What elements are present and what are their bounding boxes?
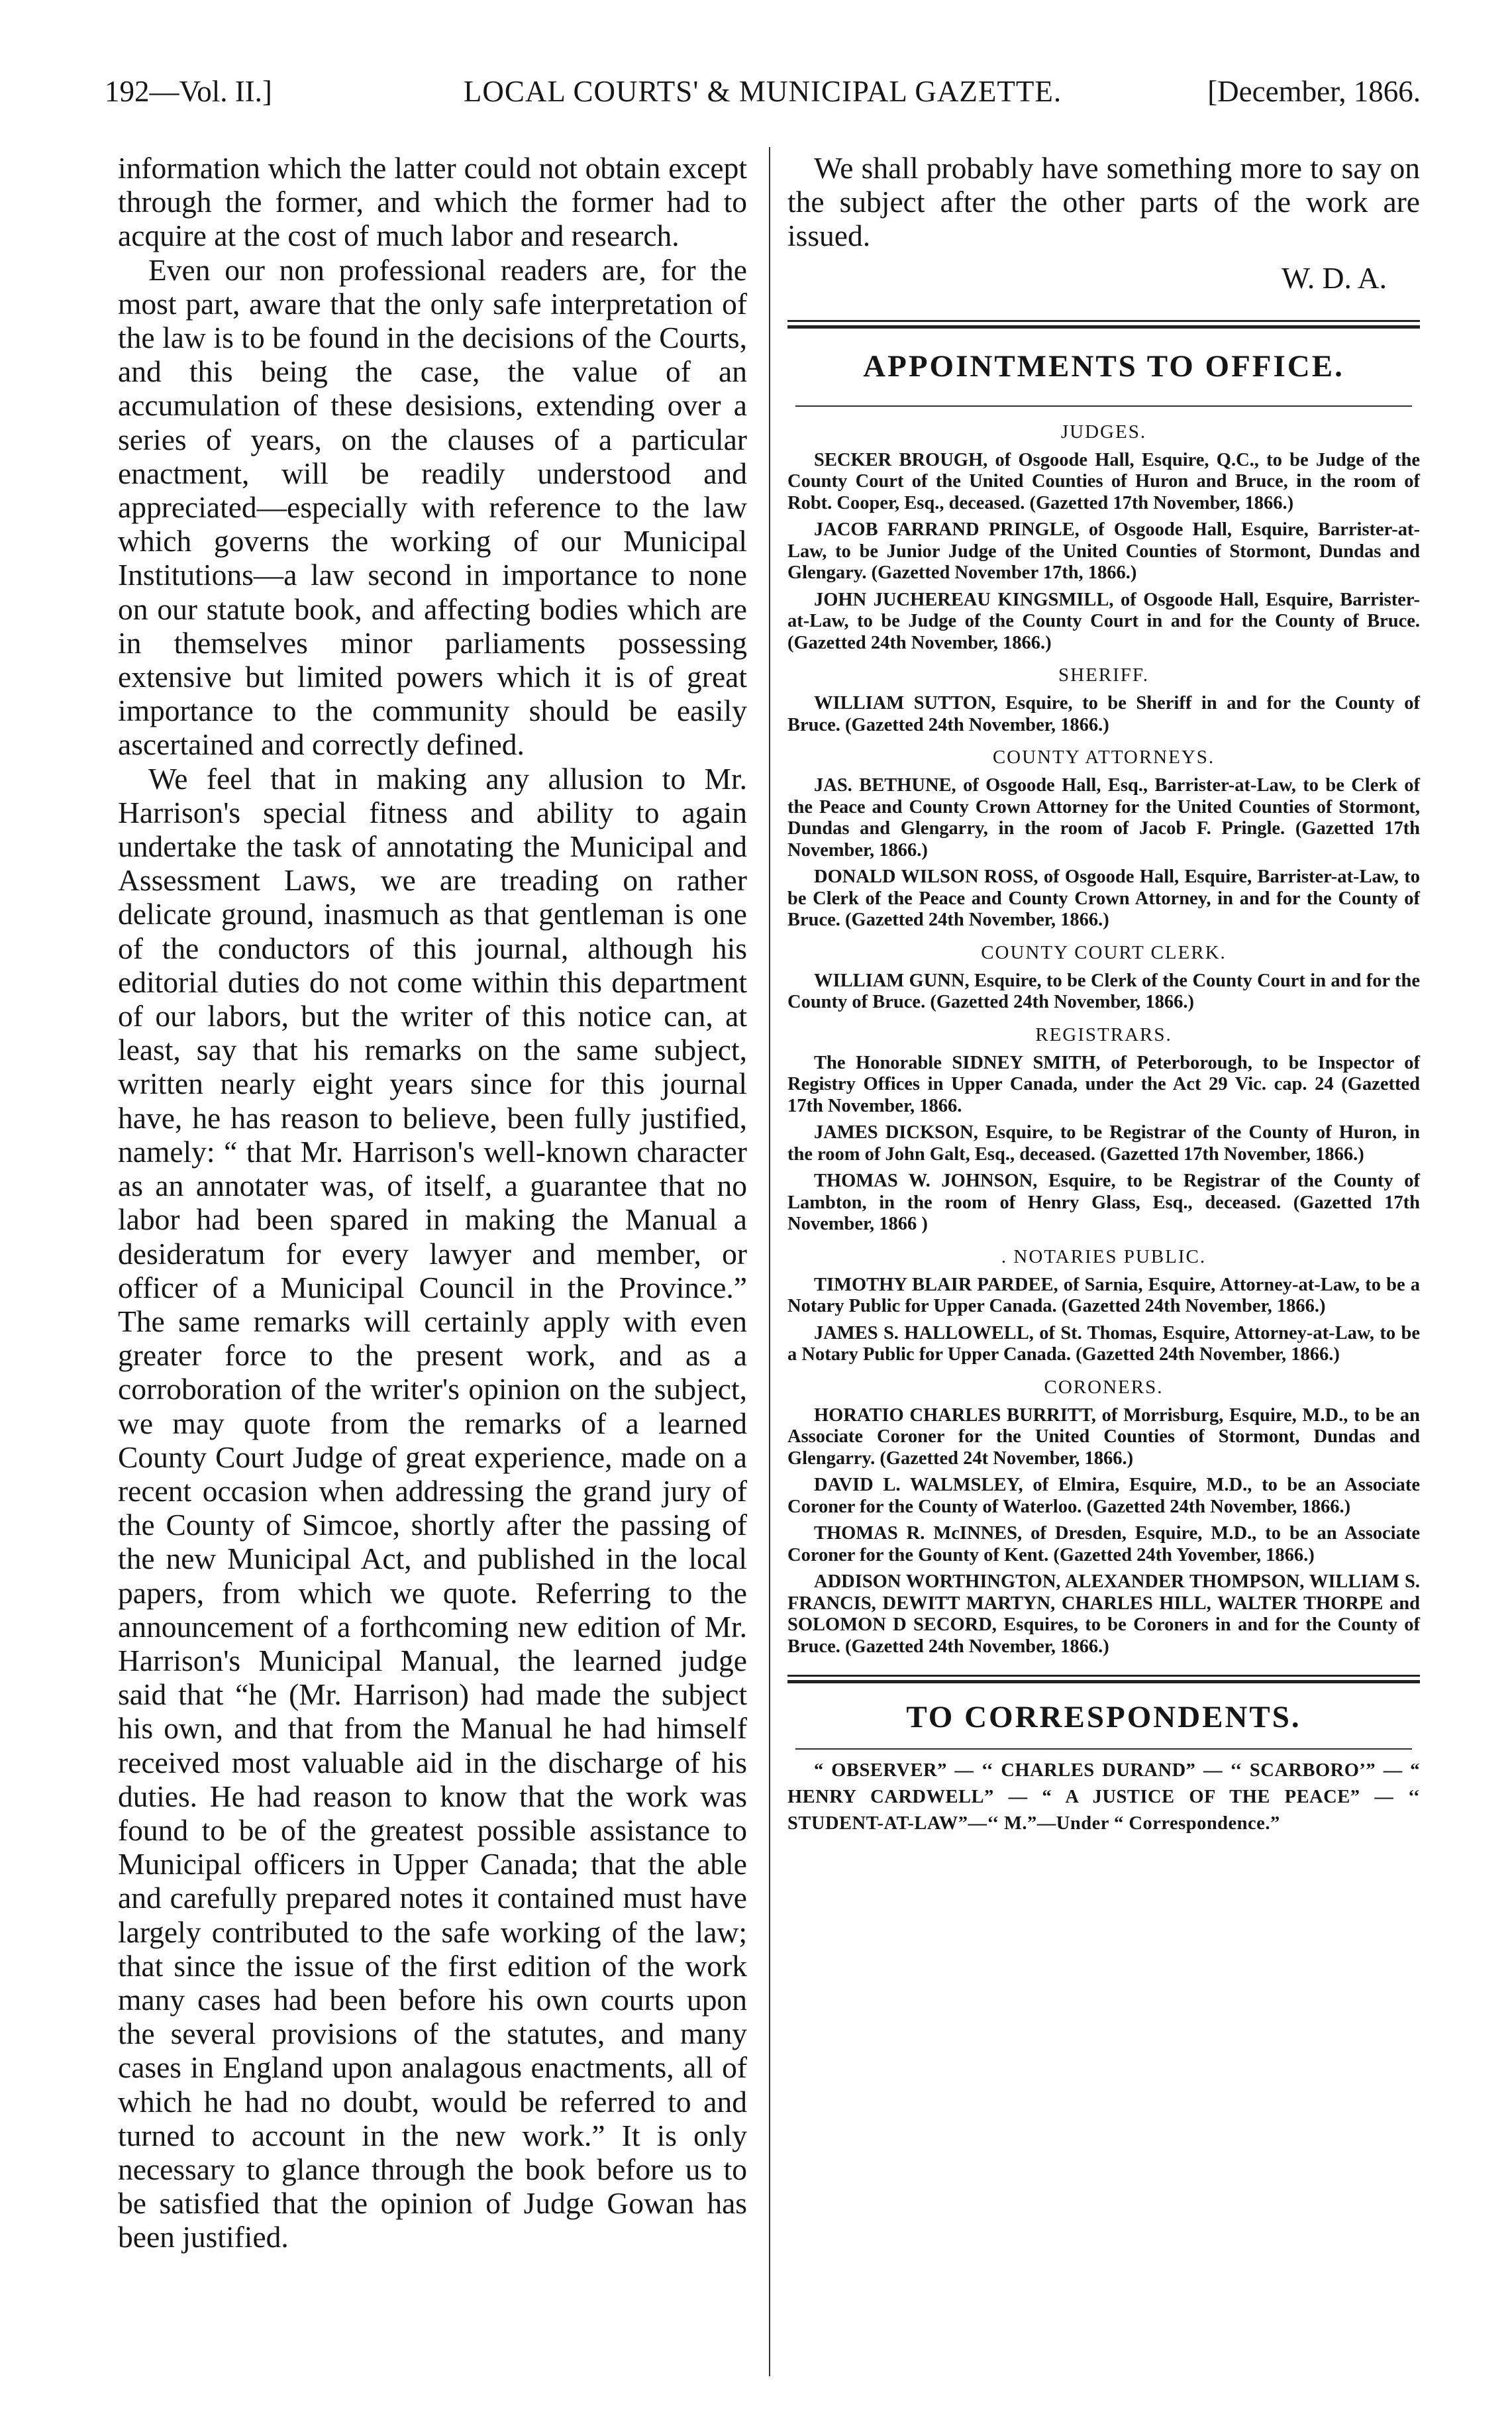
issue-date: [December, 1866.: [1207, 75, 1421, 108]
section-rule: [795, 405, 1412, 407]
appointments-section: [787, 421, 1420, 1658]
correspondents-notice: “ OBSERVER” — ‘‘ CHARLES DURAND” — ‘‘ SCARBORO’” — “ HENRY CARDWELL” — “ A JUSTICE OF THE PEACE” — ‘‘ STUDENT-AT-LAW”—‘‘ M.”—Under “ Correspondence.”: [787, 1760, 1420, 1834]
intro-paragraph: We shall probably have something more to say on the subject after the other parts of the work are issued.: [787, 151, 1420, 253]
double-rule: [787, 1675, 1420, 1683]
section-heading: COUNTY ATTORNEYS.: [992, 747, 1215, 768]
appointment-entry: JAS. BETHUNE, of Osgoode Hall, Esq., Barrister-at-Law, to be Clerk of the Peace and County Crown Attorney for the United Counties of Stormont, Dundas and Glengarry, in the room of Jacob F. Pringle. (Gazetted 17th November, 1866.): [787, 775, 1420, 861]
appointment-entry: JAMES DICKSON, Esquire, to be Registrar of the County of Huron, in the room of John Galt, Esq., deceased. (Gazetted 17th November, 1866.): [787, 1122, 1420, 1165]
appointment-entry: ADDISON WORTHINGTON, ALEXANDER THOMPSON, WILLIAM S. FRANCIS, DEWITT MARTYN, CHARLES HILL, WALTER THORPE and SOLOMON D SECORD, Esquires, to be Coroners in and for the County of Bruce. (Gazetted 24th November, 1866.): [787, 1571, 1420, 1657]
right-column: [787, 151, 1420, 1837]
section-heading: JUDGES.: [1060, 421, 1147, 443]
section-heading: CORONERS.: [1044, 1376, 1164, 1398]
appointments-heading: APPOINTMENTS TO OFFICE.: [863, 348, 1344, 384]
author-signature: W. D. A.: [1282, 260, 1387, 295]
section-rule: [795, 1748, 1412, 1750]
section-heading: REGISTRARS.: [1035, 1024, 1172, 1045]
appointment-entry: JACOB FARRAND PRINGLE, of Osgoode Hall, Esquire, Barrister-at-Law, to be Junior Judge of the United Counties of Stormont, Dundas and Glengary. (Gazetted November 17th, 1866.): [787, 519, 1420, 584]
appointment-entry: THOMAS R. McINNES, of Dresden, Esquire, M.D., to be an Associate Coroner for the Gounty of Kent. (Gazetted 24th Yovember, 1866.): [787, 1523, 1420, 1565]
page-volume: 192—Vol. II.]: [105, 75, 272, 108]
appointment-entry: JAMES S. HALLOWELL, of St. Thomas, Esquire, Attorney-at-Law, to be a Notary Public for Upper Canada. (Gazetted 24th November, 1866.): [787, 1322, 1420, 1365]
appointment-entry: The Honorable SIDNEY SMITH, of Peterborough, to be Inspector of Registry Offices in Upper Canada, under the Act 29 Vic. cap. 24 (Gazetted 17th November, 1866.: [787, 1052, 1420, 1116]
body-paragraph: information which the latter could not obtain except through the former, and which the former had to acquire at the cost of much labor and research.: [118, 151, 747, 253]
body-paragraph: Even our non professional readers are, for the most part, aware that the only safe interpretation of the law is to be found in the decisions of the Courts, and this being the case, the value of an accumulation of these desisions, extending over a series of years, on the clauses of a particular enactment, will be readily understood and appreciated—especially with reference to the law which governs the working of our Municipal Institutions—a law second in importance to none on our statute book, and affecting bodies which are in themselves minor parliaments possessing extensive but limited powers which it is of great importance to the community should be easily ascertained and correctly defined.: [118, 252, 747, 762]
correspondents-heading: TO CORRESPONDENTS.: [906, 1700, 1301, 1735]
appointment-entry: DONALD WILSON ROSS, of Osgoode Hall, Esquire, Barrister-at-Law, to be Clerk of the Peace and County Crown Attorney, in and for the County of Bruce. (Gazetted 24th November, 1866.): [787, 867, 1420, 931]
appointment-entry: HORATIO CHARLES BURRITT, of Morrisburg, Esquire, M.D., to be an Associate Coroner for the United Counties of Stormont, Dundas and Glengarry. (Gazetted 24t November, 1866.): [787, 1404, 1420, 1469]
left-column: [118, 151, 747, 2254]
appointment-entry: TIMOTHY BLAIR PARDEE, of Sarnia, Esquire, Attorney-at-Law, to be a Notary Public for Upper Canada. (Gazetted 24th November, 1866.): [787, 1274, 1420, 1317]
appointment-entry: THOMAS W. JOHNSON, Esquire, to be Registrar of the County of Lambton, in the room of Henry Glass, Esq., deceased. (Gazetted 17th November, 1866 ): [787, 1171, 1420, 1235]
appointment-entry: WILLIAM SUTTON, Esquire, to be Sheriff in and for the County of Bruce. (Gazetted 24th November, 1866.): [787, 693, 1420, 735]
appointment-entry: SECKER BROUGH, of Osgoode Hall, Esquire, Q.C., to be Judge of the County Court of the United Counties of Huron and Bruce, in the room of Robt. Cooper, Esq., deceased. (Gazetted 17th November, 1866.): [787, 449, 1420, 513]
section-heading: . NOTARIES PUBLIC.: [1001, 1245, 1207, 1267]
appointment-entry: WILLIAM GUNN, Esquire, to be Clerk of the County Court in and for the County of Bruce. (Gazetted 24th November, 1866.): [787, 970, 1420, 1013]
column-divider: [769, 147, 770, 2376]
double-rule: [787, 320, 1420, 329]
appointment-entry: DAVID L. WALMSLEY, of Elmira, Esquire, M.D., to be an Associate Coroner for the County of Waterloo. (Gazetted 24th November, 1866.): [787, 1475, 1420, 1517]
section-heading: COUNTY COURT CLERK.: [981, 941, 1227, 963]
section-heading: SHERIFF.: [1058, 664, 1149, 686]
appointment-entry: JOHN JUCHEREAU KINGSMILL, of Osgoode Hall, Esquire, Barrister-at-Law, to be Judge of the County Court in and for the County of Bruce. (Gazetted 24th November, 1866.): [787, 589, 1420, 653]
page-header: [105, 74, 1421, 121]
gazette-title: LOCAL COURTS' & MUNICIPAL GAZETTE.: [463, 75, 1062, 108]
body-paragraph: We feel that in making any allusion to Mr. Harrison's special fitness and ability to again undertake the task of annotating the Municipal and Assessment Laws, we are treading on rather delicate ground, inasmuch as that gentleman is one of the conductors of this journal, although his editorial duties do not come within this department of our labors, but the writer of this notice can, at least, say that his remarks on the same subject, written nearly eight years since for this journal have, he has reason to believe, been fully justified, namely: “ that Mr. Harrison's well-known character as an annotater was, of itself, a guarantee that no labor had been spared in making the Manual a desideratum for every lawyer and member, or officer of a Municipal Council in the Province.” The same remarks will certainly apply with even greater force to the present work, and as a corroboration of the writer's opinion on the subject, we may quote from the remarks of a learned County Court Judge of great experience, made on a recent occasion when addressing the grand jury of the County of Simcoe, shortly after the passing of the new Municipal Act, and published in the local papers, from which we quote. Referring to the announcement of a forthcoming new edition of Mr. Harrison's Municipal Manual, the learned judge said that “he (Mr. Harrison) had made the subject his own, and that from the Manual he had himself received most valuable aid in the discharge of his duties. He had reason to know that the work was found to be of the greatest possible assistance to Municipal officers in Upper Canada; that the able and carefully prepared notes it contained must have largely contributed to the safe working of the law; that since the issue of the first edition of the work many cases had been before his own courts upon the several provisions of the statutes, and many cases in England upon analagous enactments, all of which he had no doubt, would be referred to and turned to account in the new work.” It is only necessary to glance through the book before us to be satisfied that the opinion of Judge Gowan has been justified.: [118, 761, 747, 2254]
